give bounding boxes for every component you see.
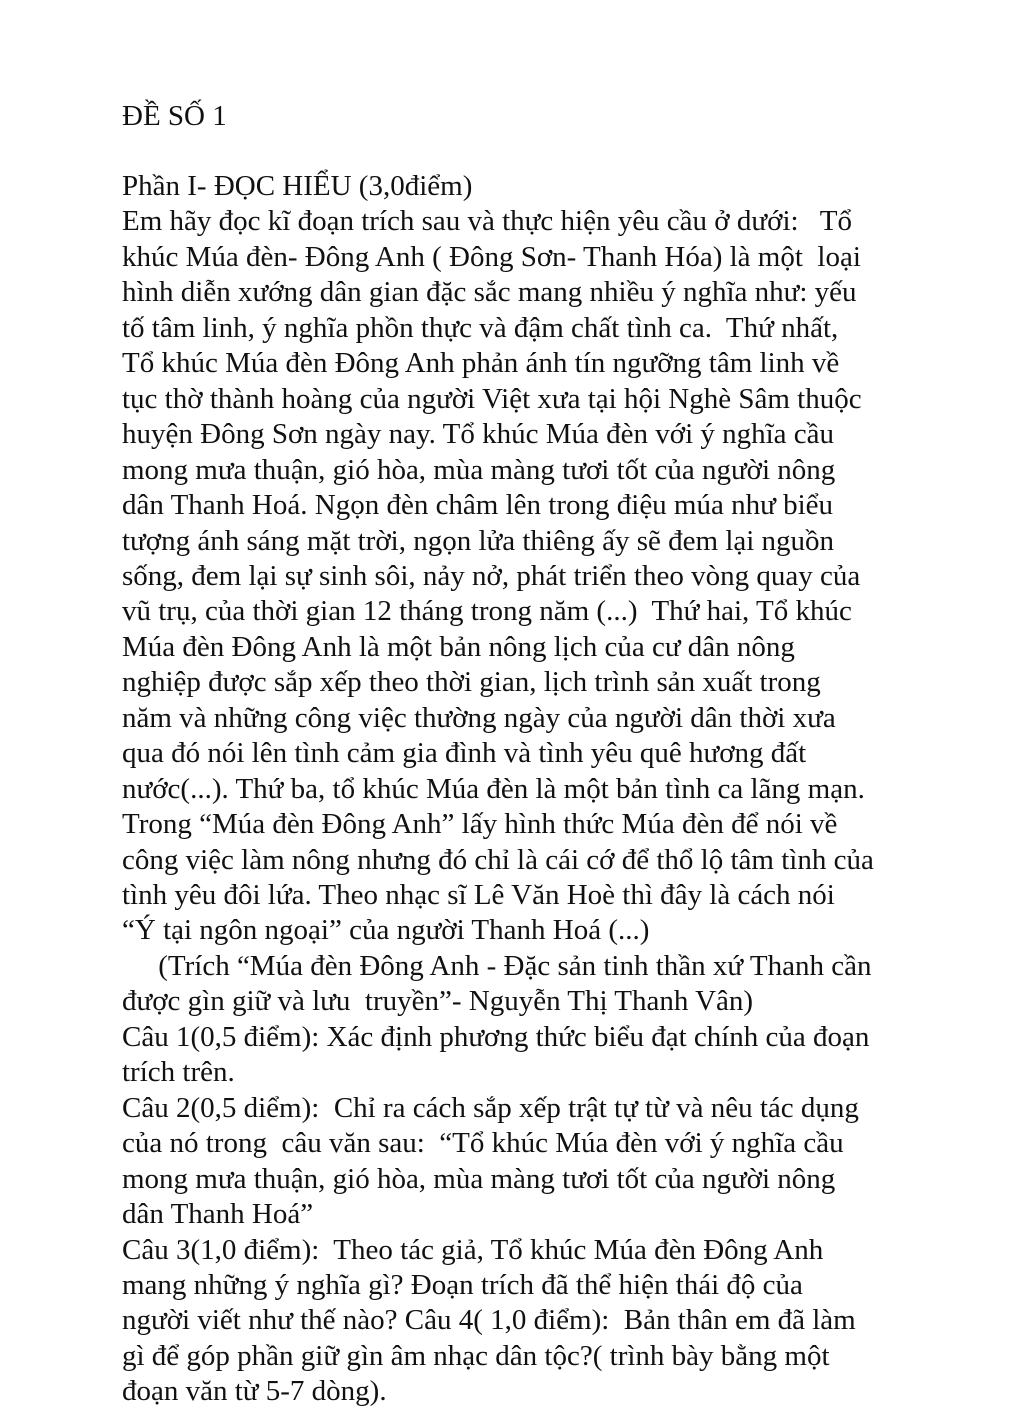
text-line: nước(...). Thứ ba, tổ khúc Múa đèn là một bản tình ca lãng mạn. — [122, 772, 865, 805]
text-line: Múa đèn Đông Anh là một bản nông lịch của cư dân nông — [122, 630, 795, 663]
text-line: huyện Đông Sơn ngày nay. Tổ khúc Múa đèn với ý nghĩa cầu — [122, 418, 835, 451]
text-line: Câu 2(0,5 diểm): Chỉ ra cách sắp xếp trật tự từ và nêu tác dụng — [122, 1091, 859, 1124]
text-line: Tổ khúc Múa đèn Đông Anh phản ánh tín ngưỡng tâm linh về — [122, 347, 840, 380]
text-line: đoạn văn từ 5-7 dòng). — [122, 1375, 387, 1408]
text-line: mang những ý nghĩa gì? Đoạn trích đã thể hiện thái độ của — [122, 1268, 803, 1301]
text-line: dân Thanh Hoá” — [122, 1198, 314, 1231]
text-line: sống, đem lại sự sinh sôi, nảy nở, phát triển theo vòng quay của — [122, 559, 861, 592]
text-line: được gìn giữ và lưu truyền”- Nguyễn Thị Thanh Vân) — [122, 985, 754, 1018]
text-line: gì để góp phần giữ gìn âm nhạc dân tộc?( trình bày bằng một — [122, 1339, 830, 1372]
section-heading: Phần I- ĐỌC HIỂU (3,0điểm) — [122, 170, 473, 202]
exam-title: ĐỀ SỐ 1 — [122, 100, 227, 132]
text-line: Câu 3(1,0 điểm): Theo tác giả, Tổ khúc Múa đèn Đông Anh — [122, 1233, 824, 1266]
text-line: “Ý tại ngôn ngoại” của người Thanh Hoá (...) — [122, 914, 650, 947]
text-line: Câu 1(0,5 điểm): Xác định phương thức biểu đạt chính của đoạn — [122, 1020, 870, 1053]
text-line: Trong “Múa đèn Đông Anh” lấy hình thức Múa đèn để nói về — [122, 808, 838, 841]
text-line: trích trên. — [122, 1056, 235, 1089]
text-line: khúc Múa đèn- Đông Anh ( Đông Sơn- Thanh Hóa) là một loại — [122, 240, 861, 273]
text-line: tượng ánh sáng mặt trời, ngọn lửa thiêng ấy sẽ đem lại nguồn — [122, 524, 835, 557]
text-line: mong mưa thuận, gió hòa, mùa màng tươi tốt của người nông — [122, 453, 836, 486]
text-line: của nó trong câu văn sau: “Tổ khúc Múa đèn với ý nghĩa cầu — [122, 1127, 844, 1160]
text-line: công việc làm nông nhưng đó chỉ là cái cớ để thổ lộ tâm tình của — [122, 843, 874, 876]
text-line: hình diễn xướng dân gian đặc sắc mang nhiều ý nghĩa như: yếu — [122, 276, 857, 309]
text-line: nghiệp được sắp xếp theo thời gian, lịch trình sản xuất trong — [122, 666, 821, 699]
text-line: tục thờ thành hoàng của người Việt xưa tại hội Nghè Sâm thuộc — [122, 382, 862, 415]
text-line: Em hãy đọc kĩ đoạn trích sau và thực hiện yêu cầu ở dưới: Tổ — [122, 205, 852, 238]
text-line: mong mưa thuận, gió hòa, mùa màng tươi tốt của người nông — [122, 1162, 836, 1195]
text-line: tố tâm linh, ý nghĩa phồn thực và đậm chất tình ca. Thứ nhất, — [122, 311, 839, 344]
text-line: năm và những công việc thường ngày của người dân thời xưa — [122, 701, 836, 734]
text-line: dân Thanh Hoá. Ngọn đèn châm lên trong điệu múa như biểu — [122, 489, 834, 522]
text-line: (Trích “Múa đèn Đông Anh - Đặc sản tinh thần xứ Thanh cần — [122, 949, 872, 982]
text-line: người viết như thế nào? Câu 4( 1,0 điểm): Bản thân em đã làm — [122, 1304, 856, 1337]
text-line: vũ trụ, của thời gian 12 tháng trong năm (...) Thứ hai, Tổ khúc — [122, 595, 852, 628]
text-line: tình yêu đôi lứa. Theo nhạc sĩ Lê Văn Hoè thì đây là cách nói — [122, 879, 835, 911]
text-line: qua đó nói lên tình cảm gia đình và tình yêu quê hương đất — [122, 737, 807, 770]
